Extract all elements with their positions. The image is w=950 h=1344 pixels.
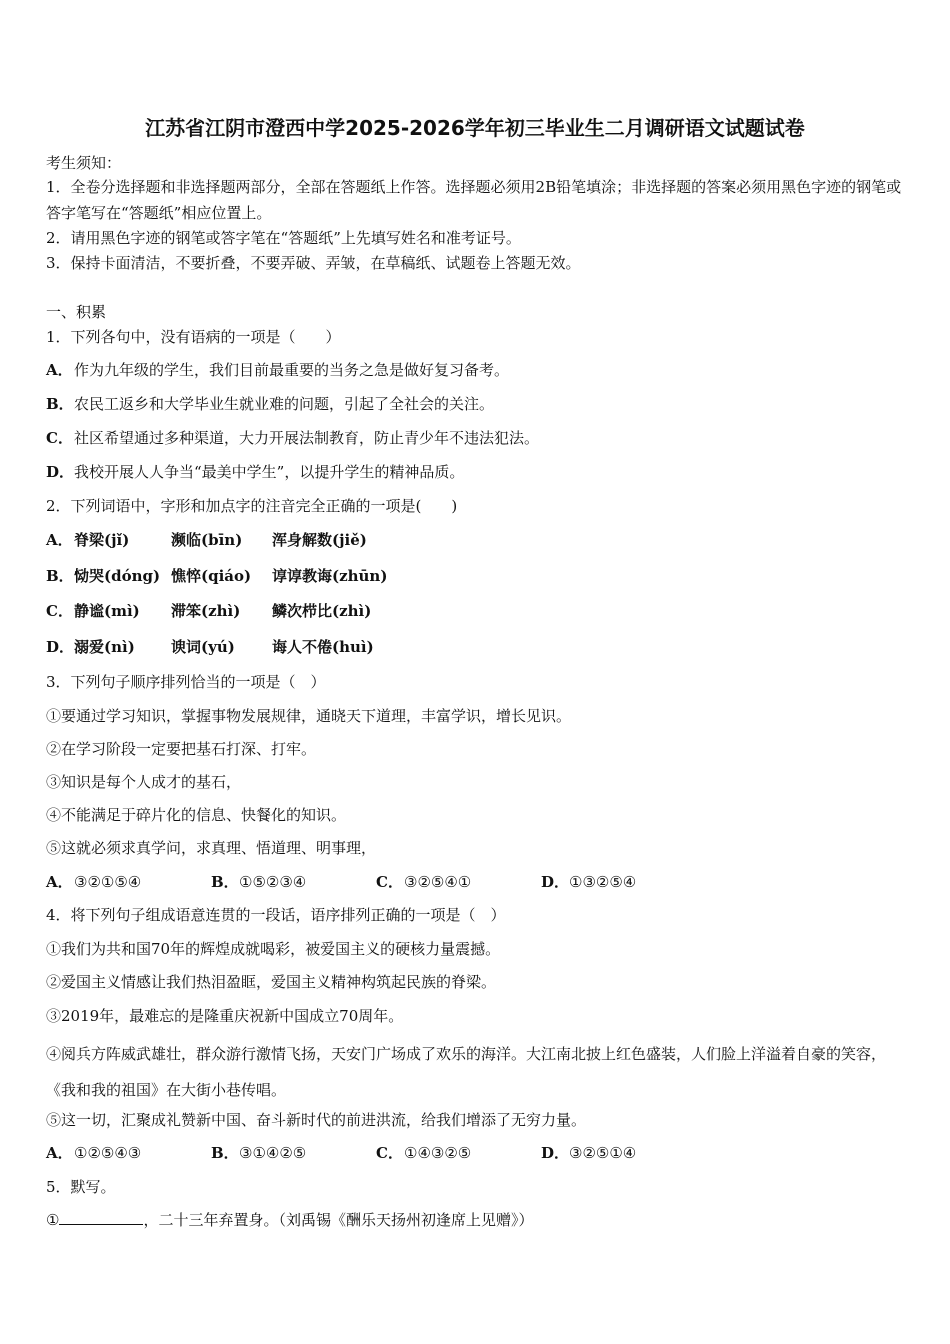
notice-item-3: 3．保持卡面清洁，不要折叠，不要弄破、弄皱，在草稿纸、试题卷上答题无效。	[46, 254, 581, 272]
option-text: ③②⑤①④	[569, 1144, 637, 1162]
word-2: 滞笨(zhì)	[171, 602, 241, 620]
option-letter: B．	[211, 873, 239, 891]
q3-answers	[46, 872, 706, 892]
word-1: 恸哭(dóng)	[74, 567, 161, 585]
option-letter: A．	[46, 1144, 73, 1162]
option-letter: B．	[46, 567, 74, 585]
q1-option-d	[46, 462, 464, 482]
option-text: 社区希望通过多种渠道，大力开展法制教育，防止青少年不违法犯法。	[74, 429, 540, 447]
option-text: ③①④②⑤	[239, 1144, 307, 1162]
option-letter: C．	[376, 1144, 403, 1162]
q1-stem: 1．下列各句中，没有语病的一项是（ ）	[46, 328, 341, 346]
q4-sentence-3: ③2019年，最难忘的是隆重庆祝新中国成立70周年。	[46, 1007, 404, 1025]
answer-d	[541, 872, 706, 892]
notice-heading: 考生须知：	[46, 154, 122, 172]
q2-option-a	[46, 530, 367, 550]
option-letter: D．	[541, 1144, 570, 1162]
q3-stem: 3．下列句子顺序排列恰当的一项是（ ）	[46, 673, 326, 691]
option-text: ①⑤②③④	[239, 873, 307, 891]
section-heading: 一、积累	[46, 303, 107, 321]
q2-stem: 2．下列词语中，字形和加点字的注音完全正确的一项是( )	[46, 497, 458, 515]
option-letter: C．	[46, 602, 73, 620]
answer-b	[211, 872, 376, 892]
notice-item-2: 2．请用黑色字迹的钢笔或答字笔在“答题纸”上先填写姓名和准考证号。	[46, 229, 521, 247]
word-2: 谀词(yú)	[171, 638, 235, 656]
option-letter: A．	[46, 873, 73, 891]
q5-line-1-suffix: ，二十三年弃置身。（刘禹锡《酬乐天扬州初逢席上见赠》）	[143, 1211, 534, 1229]
option-letter: D．	[46, 463, 75, 481]
answer-c	[376, 1143, 541, 1163]
q3-sentence-2: ②在学习阶段一定要把基石打深、打牢。	[46, 740, 317, 758]
notice-item-1: 1．全卷分选择题和非选择题两部分，全部在答题纸上作答。选择题必须用2B铅笔填涂；非选择题的答案必须用黑色字迹的钢笔或答字笔写在“答题纸”相应位置上。	[46, 178, 902, 222]
q4-sentence-2: ②爱国主义情感让我们热泪盈眶，爱国主义精神构筑起民族的脊梁。	[46, 973, 497, 991]
option-text: ①③②⑤④	[569, 873, 637, 891]
q1-option-b	[46, 394, 494, 414]
q4-sentence-1: ①我们为共和国70年的辉煌成就喝彩，被爱国主义的硬核力量震撼。	[46, 940, 501, 958]
q4-stem: 4．将下列句子组成语意连贯的一段话，语序排列正确的一项是（ ）	[46, 906, 506, 924]
word-3: 谆谆教诲(zhūn)	[272, 567, 388, 585]
option-text: ①②⑤④③	[74, 1144, 142, 1162]
word-3: 鳞次栉比(zhì)	[272, 602, 372, 620]
q2-option-d	[46, 637, 374, 657]
option-text: ①④③②⑤	[404, 1144, 472, 1162]
option-text: 作为九年级的学生，我们目前最重要的当务之急是做好复习备考。	[74, 361, 510, 379]
word-2: 濒临(bīn)	[171, 531, 243, 549]
q3-sentence-1: ①要通过学习知识，掌握事物发展规律，通晓天下道理，丰富学识，增长见识。	[46, 707, 572, 725]
option-letter: C．	[46, 429, 73, 447]
word-3: 诲人不倦(huì)	[272, 638, 374, 656]
q3-sentence-5: ⑤这就必须求真学问，求真理、悟道理、明事理，	[46, 839, 377, 857]
q5-stem: 5．默写。	[46, 1178, 116, 1196]
q1-option-c	[46, 428, 539, 448]
answer-d	[541, 1143, 706, 1163]
option-letter: D．	[46, 638, 75, 656]
q1-option-a	[46, 360, 509, 380]
q2-option-c	[46, 601, 371, 621]
q3-sentence-3: ③知识是每个人成才的基石，	[46, 773, 242, 791]
answer-a	[46, 1143, 211, 1163]
option-letter: C．	[376, 873, 403, 891]
q4-sentence-4: ④阅兵方阵威武雄壮，群众游行激情飞扬，天安门广场成了欢乐的海洋。大江南北披上红色盛装，人们脸上洋溢着自豪的笑容，《我和我的祖国》在大街小巷传唱。	[46, 1045, 887, 1099]
answer-a	[46, 872, 211, 892]
word-1: 溺爱(nì)	[74, 638, 135, 656]
option-text: ③②①⑤④	[74, 873, 142, 891]
answer-c	[376, 872, 541, 892]
option-letter: A．	[46, 361, 73, 379]
q4-answers	[46, 1143, 706, 1163]
option-text: 农民工返乡和大学毕业生就业难的问题，引起了全社会的关注。	[74, 395, 495, 413]
option-letter: B．	[211, 1144, 239, 1162]
q3-sentence-4: ④不能满足于碎片化的信息、快餐化的知识。	[46, 806, 347, 824]
fill-in-blank[interactable]	[59, 1210, 143, 1225]
option-letter: D．	[541, 873, 570, 891]
option-text: ③②⑤④①	[404, 873, 472, 891]
word-2: 憔悴(qiáo)	[171, 567, 252, 585]
q5-line-1	[46, 1210, 533, 1230]
word-3: 浑身解数(jiě)	[272, 531, 367, 549]
q4-sentence-5: ⑤这一切，汇聚成礼赞新中国、奋斗新时代的前进洪流，给我们增添了无穷力量。	[46, 1111, 587, 1129]
option-text: 我校开展人人争当“最美中学生”，以提升学生的精神品质。	[74, 463, 465, 481]
page-title: 江苏省江阴市澄西中学2025-2026学年初三毕业生二月调研语文试题试卷	[145, 116, 805, 140]
word-1: 静谧(mì)	[74, 602, 140, 620]
option-letter: A．	[46, 531, 73, 549]
answer-b	[211, 1143, 376, 1163]
word-1: 脊梁(jǐ)	[74, 531, 130, 549]
q2-option-b	[46, 566, 387, 586]
option-letter: B．	[46, 395, 74, 413]
q5-line-1-prefix: ①	[46, 1211, 60, 1229]
